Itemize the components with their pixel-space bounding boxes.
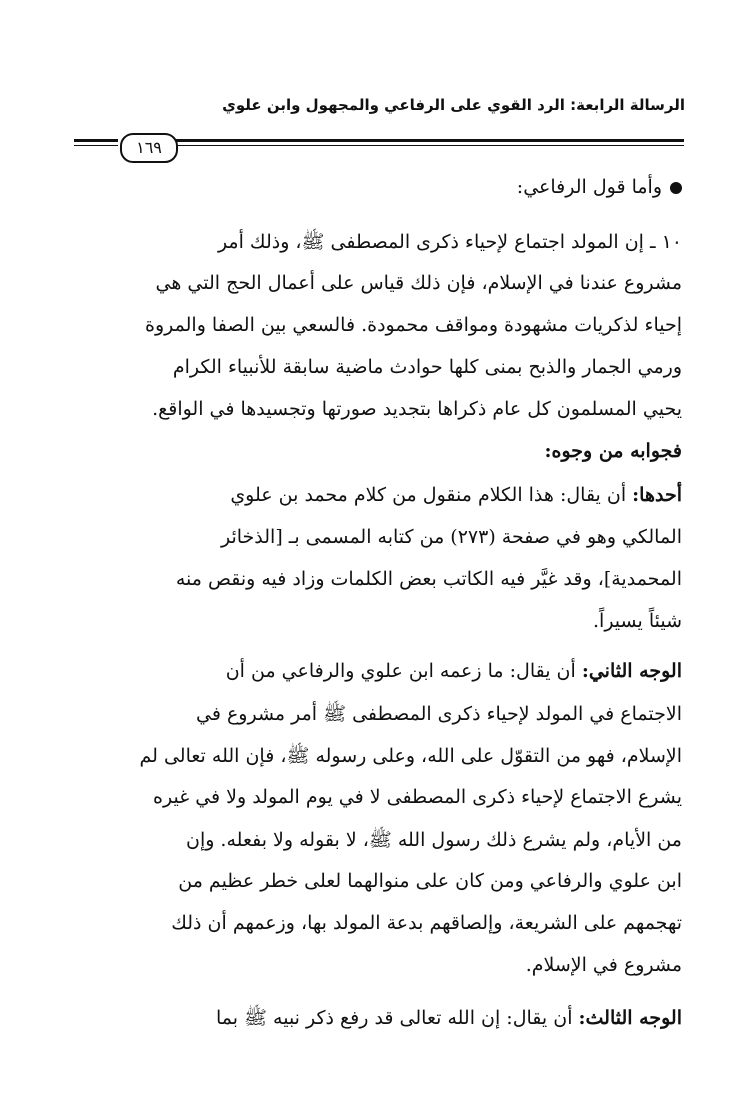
quote-line: مشروع عندنا في الإسلام، فإن ذلك قياس على أعمال الحج التي هي [155, 272, 682, 294]
second-point-line: الاجتماع في المولد لإحياء ذكرى المصطفى ﷺ أمر مشروع في [195, 703, 682, 725]
third-point-line: الوجه الثالث: أن يقال: إن الله تعالى قد رفع ذكر نبيه ﷺ بما [215, 1007, 682, 1029]
quote-line: إحياء لذكريات مشهودة ومواقف محمودة. فالسعي بين الصفا والمروة [145, 314, 682, 336]
intro-text: وأما قول الرفاعي: [516, 176, 662, 198]
third-point-label: الوجه الثالث: [578, 1007, 682, 1029]
second-point-line: ابن علوي والرفاعي ومن كان على منوالهما لعلى خطر عظيم من [178, 870, 682, 892]
first-point-line: المالكي وهو في صفحة (٢٧٣) من كتابه المسمى بـ [الذخائر [220, 526, 682, 548]
header-rule-right-lower [176, 145, 684, 146]
quote-line: ١٠ ـ إن المولد اجتماع لإحياء ذكرى المصطفى ﷺ، وذلك أمر [217, 231, 682, 253]
header-rule-left-lower [74, 145, 118, 146]
second-point-line: الإسلام، فهو من التقوّل على الله، وعلى رسوله ﷺ، فإن الله تعالى لم [139, 745, 682, 767]
page-number: ١٦٩ [120, 133, 178, 163]
first-point-line: المحمدية]، وقد غيَّر فيه الكاتب بعض الكلمات وزاد فيه ونقص منه [175, 568, 682, 590]
second-point-line: الوجه الثاني: أن يقال: ما زعمه ابن علوي والرفاعي من أن [225, 660, 682, 682]
main-text [76, 176, 682, 976]
quote-line: يحيي المسلمون كل عام ذكراها بتجديد صورتها وتجسيدها في الواقع. [152, 398, 682, 420]
second-point-label: الوجه الثاني: [581, 660, 682, 682]
second-point-line: من الأيام، ولم يشرع ذلك رسول الله ﷺ، لا بقوله ولا بفعله. وإن [185, 829, 682, 851]
answer-heading: فجوابه من وجوه: [544, 440, 682, 462]
second-point-line: مشروع في الإسلام. [525, 954, 682, 976]
intro-line [76, 176, 682, 216]
quote-line: ورمي الجمار والذبح بمنى كلها حوادث ماضية سابقة للأنبياء الكرام [172, 356, 682, 378]
first-point-label: أحدها: [632, 484, 682, 506]
running-title: الرسالة الرابعة: الرد القوي على الرفاعي والمجهول وابن علوي [222, 96, 685, 114]
header-rule-right [176, 139, 684, 142]
second-point-line: تهجمهم على الشريعة، وإلصاقهم بدعة المولد بها، وزعمهم أن ذلك [171, 912, 682, 934]
third-point [76, 1006, 682, 1050]
first-point-line: أحدها: أن يقال: هذا الكلام منقول من كلام محمد بن علوي [230, 484, 682, 506]
first-point-line: شيئاً يسيراً. [593, 610, 682, 632]
header-rule-left [74, 139, 118, 142]
bullet-icon [670, 182, 682, 194]
second-point-line: يشرع الاجتماع لإحياء ذكرى المصطفى لا في يوم المولد ولا في غيره [153, 786, 682, 808]
